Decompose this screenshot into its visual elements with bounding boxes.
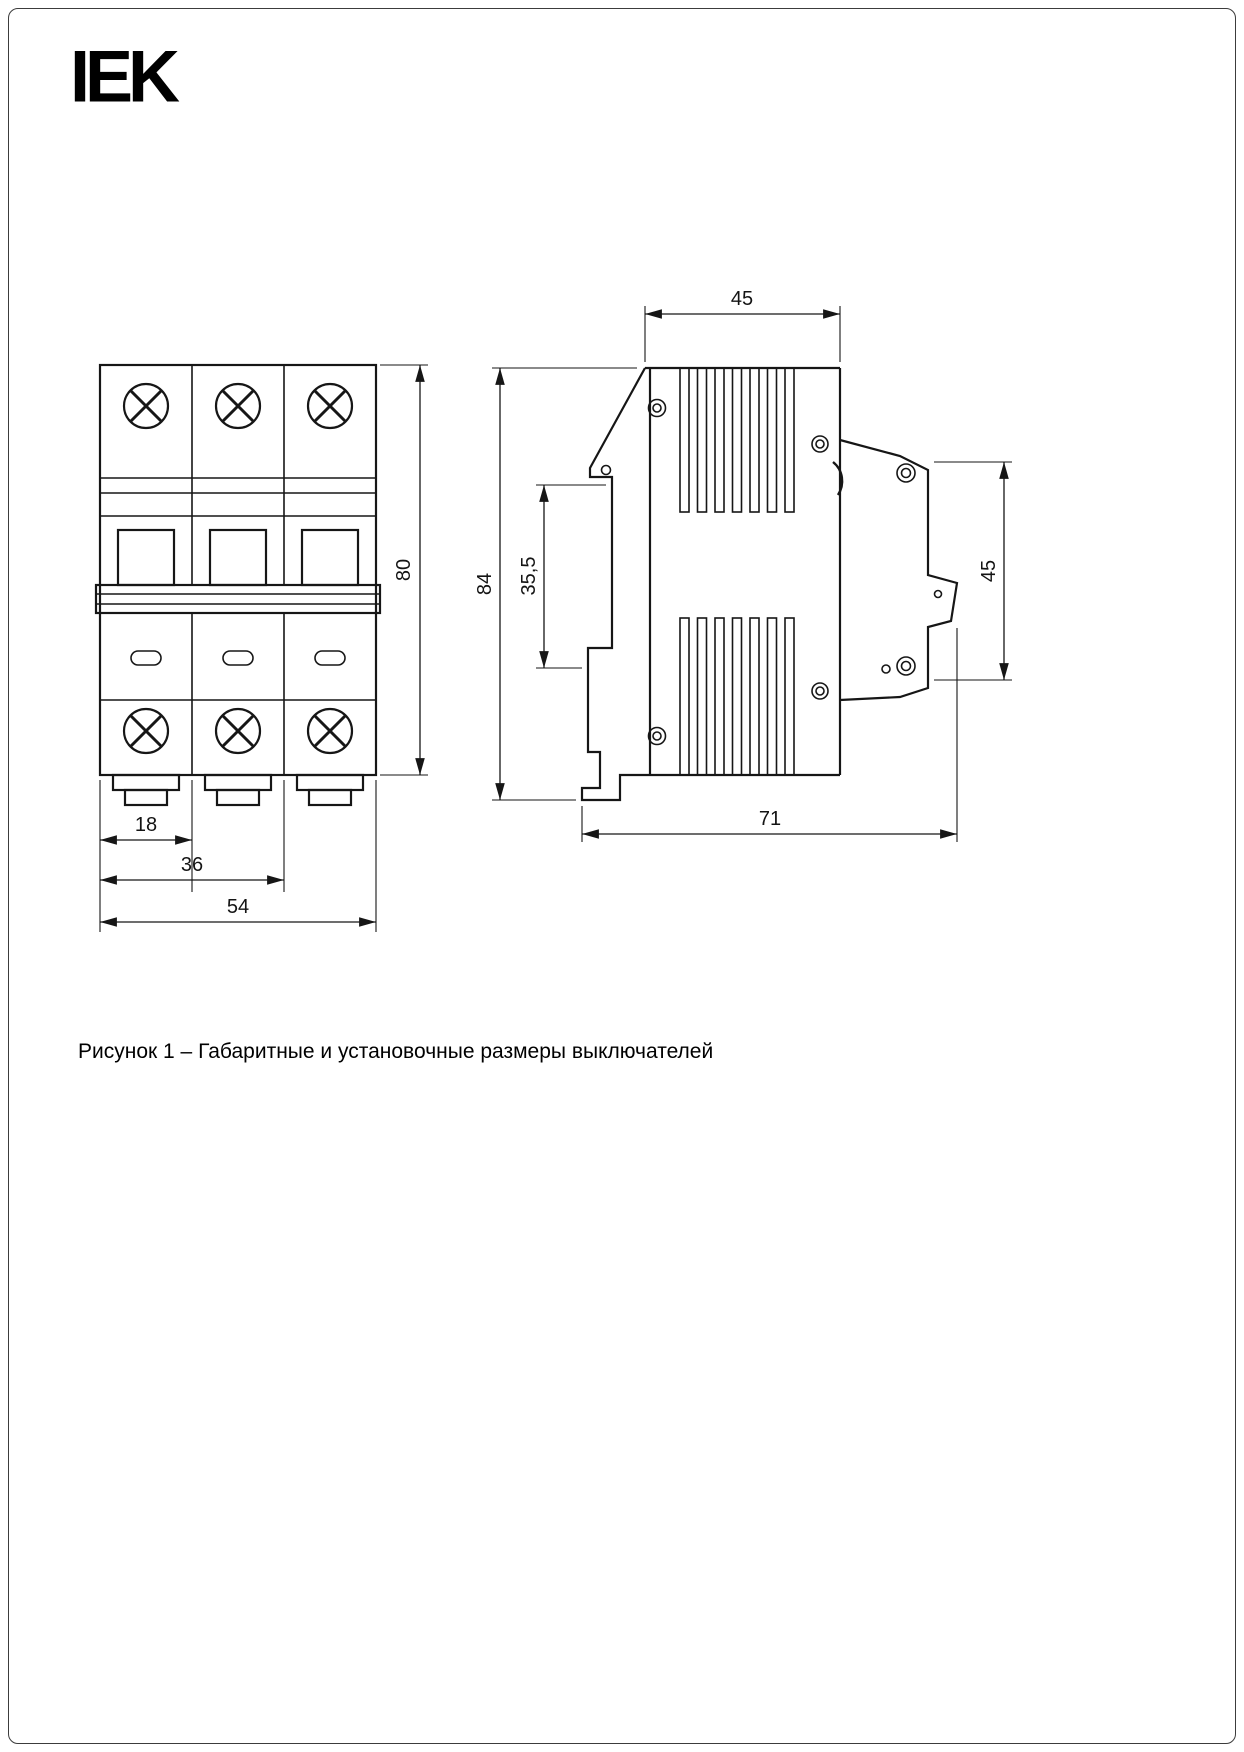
- screw-terminals-bottom: [124, 709, 352, 753]
- brand-logo: IEK: [70, 36, 176, 118]
- side-dim-rail-offset: [518, 485, 606, 668]
- screw-terminals-top: [124, 384, 352, 428]
- side-dim-rail-offset-label: 35,5: [518, 556, 540, 596]
- vent-slots-bottom: [680, 618, 794, 775]
- front-dim-pole-width-label: 18: [134, 814, 158, 836]
- side-dim-front-height-label: 45: [978, 559, 1000, 583]
- figure-caption: Рисунок 1 – Габаритные и установочные размеры выключателей: [78, 1040, 714, 1063]
- side-dim-top-width-label: 45: [730, 288, 754, 310]
- vent-slots-top: [680, 368, 794, 512]
- front-dim-total-width-label: 54: [226, 896, 250, 918]
- front-view: [96, 365, 428, 932]
- front-dim-height: [380, 365, 428, 775]
- side-dim-depth-label: 71: [758, 808, 782, 830]
- front-dim-widths: [100, 780, 376, 932]
- front-dim-two-pole-width-label: 36: [180, 854, 204, 876]
- case-rivets: [602, 400, 942, 745]
- din-clips: [113, 775, 363, 805]
- side-dim-front-height: [934, 462, 1012, 680]
- side-view: [474, 288, 1012, 842]
- side-dim-total-height-label: 84: [474, 572, 496, 596]
- toggle-handles: [96, 530, 380, 613]
- side-dim-depth: [582, 628, 957, 842]
- front-dim-height-label: 80: [393, 558, 415, 582]
- side-dim-top-width: [645, 288, 840, 362]
